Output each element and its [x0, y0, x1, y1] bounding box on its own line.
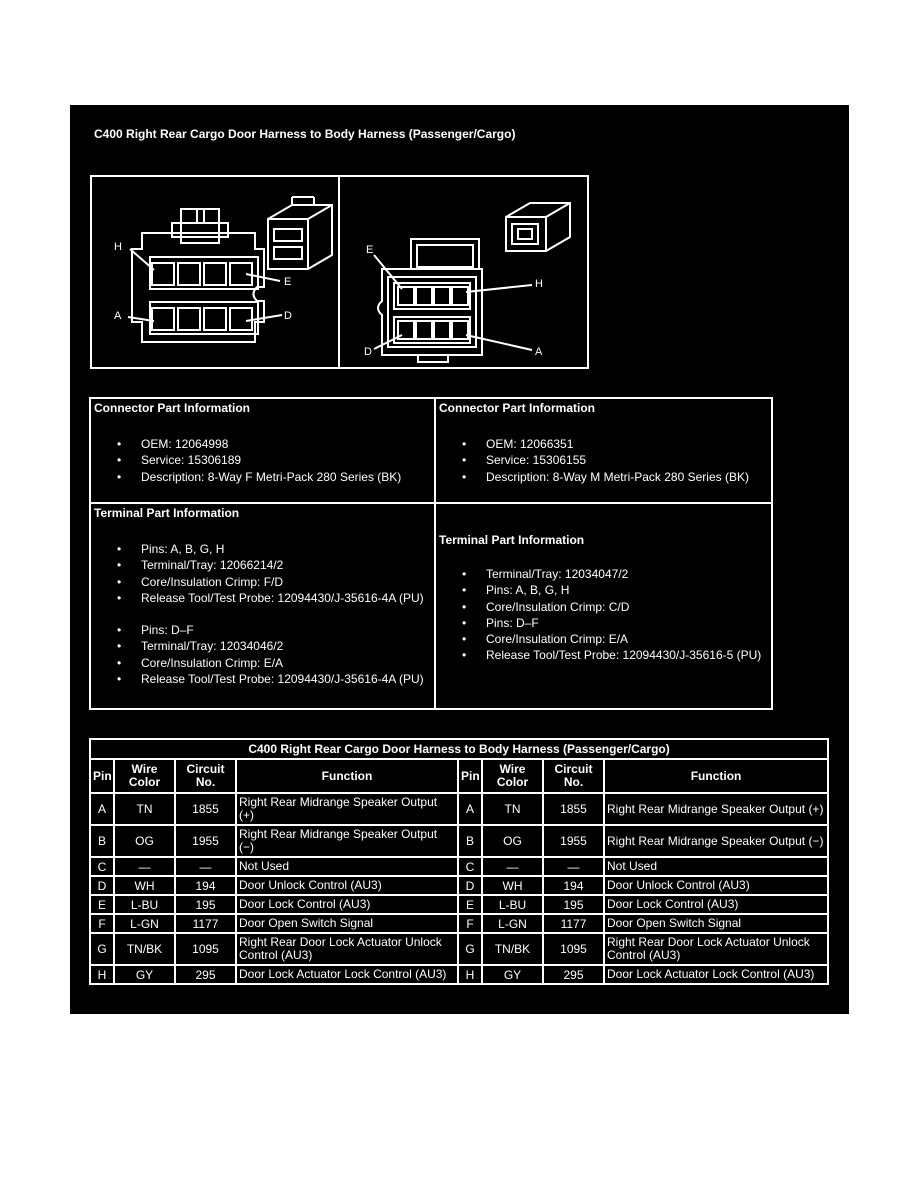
cell-pin: A: [90, 793, 114, 825]
cell-function: Door Lock Control (AU3): [236, 895, 458, 914]
connector-info-heading: Connector Part Information: [439, 401, 596, 415]
header-wire-color: Wire Color: [114, 759, 175, 793]
cell-circuit: 194: [175, 876, 236, 895]
cell-wire-color: L-GN: [482, 914, 543, 933]
connector-info-list: [462, 436, 749, 485]
header-function: Function: [236, 759, 458, 793]
cell-circuit: 1177: [543, 914, 604, 933]
table-row: [90, 825, 828, 857]
cell-circuit: 1095: [543, 933, 604, 965]
cell-pin: E: [90, 895, 114, 914]
cell-wire-color: OG: [482, 825, 543, 857]
cell-function: Right Rear Door Lock Actuator Unlock Control (AU3): [236, 933, 458, 965]
cell-wire-color: WH: [482, 876, 543, 895]
list-item: • Terminal/Tray: 12034046/2: [117, 638, 424, 654]
pin-label-a: A: [535, 346, 543, 358]
list-item: • OEM: 12064998: [117, 436, 401, 452]
list-item: • Core/Insulation Crimp: C/D: [462, 599, 761, 615]
cell-wire-color: —: [482, 857, 543, 876]
cell-pin: D: [90, 876, 114, 895]
cell-pin: F: [90, 914, 114, 933]
cell-circuit: 1095: [175, 933, 236, 965]
list-item: • Service: 15306189: [117, 452, 401, 468]
terminal-info-list: [462, 566, 761, 664]
cell-function: Door Open Switch Signal: [236, 914, 458, 933]
list-item: • Terminal/Tray: 12066214/2: [117, 557, 424, 573]
list-item: • Core/Insulation Crimp: F/D: [117, 574, 424, 590]
list-item: • Terminal/Tray: 12034047/2: [462, 566, 761, 582]
cell-function: Door Open Switch Signal: [604, 914, 828, 933]
connector-diagram-male: [338, 175, 589, 369]
list-item: • Release Tool/Test Probe: 12094430/J-35616-4A (PU): [117, 671, 424, 687]
cell-pin: H: [458, 965, 482, 984]
header-circuit-no: Circuit No.: [543, 759, 604, 793]
connector-info-male: [434, 397, 773, 504]
male-connector-drawing: [340, 177, 587, 367]
list-item: • Pins: D–F: [117, 622, 424, 638]
cell-wire-color: OG: [114, 825, 175, 857]
table-row: [90, 895, 828, 914]
table-row: [90, 965, 828, 984]
cell-wire-color: L-BU: [114, 895, 175, 914]
header-circuit-no: Circuit No.: [175, 759, 236, 793]
terminal-info-list-2: [117, 622, 424, 687]
cell-circuit: —: [543, 857, 604, 876]
terminal-info-heading: Terminal Part Information: [439, 533, 585, 547]
cell-pin: D: [458, 876, 482, 895]
connector-info-heading: Connector Part Information: [94, 401, 251, 415]
cell-circuit: 295: [543, 965, 604, 984]
table-row: [90, 876, 828, 895]
cell-wire-color: —: [114, 857, 175, 876]
cell-pin: B: [458, 825, 482, 857]
cell-function: Right Rear Midrange Speaker Output (+): [236, 793, 458, 825]
cell-wire-color: TN: [482, 793, 543, 825]
cell-function: Door Lock Control (AU3): [604, 895, 828, 914]
terminal-info-list-1: [117, 541, 424, 606]
document-panel: [70, 105, 849, 1014]
connector-info-female: [89, 397, 436, 504]
cell-wire-color: WH: [114, 876, 175, 895]
list-item: • Pins: D–F: [462, 615, 761, 631]
cell-function: Door Unlock Control (AU3): [604, 876, 828, 895]
list-item: • Pins: A, B, G, H: [462, 582, 761, 598]
header-function: Function: [604, 759, 828, 793]
cell-pin: E: [458, 895, 482, 914]
cell-wire-color: TN: [114, 793, 175, 825]
list-item: • Core/Insulation Crimp: E/A: [117, 655, 424, 671]
terminal-info-male: [434, 502, 773, 710]
cell-pin: G: [90, 933, 114, 965]
list-item: • Description: 8-Way F Metri-Pack 280 Series (BK): [117, 469, 401, 485]
cell-wire-color: L-BU: [482, 895, 543, 914]
cell-wire-color: GY: [114, 965, 175, 984]
list-item: • Service: 15306155: [462, 452, 749, 468]
cell-circuit: 1177: [175, 914, 236, 933]
table-row: [90, 914, 828, 933]
cell-function: Not Used: [604, 857, 828, 876]
cell-function: Right Rear Door Lock Actuator Unlock Control (AU3): [604, 933, 828, 965]
cell-wire-color: GY: [482, 965, 543, 984]
cell-function: Right Rear Midrange Speaker Output (−): [604, 825, 828, 857]
female-connector-drawing: [92, 177, 338, 367]
pinout-table: [89, 738, 829, 985]
cell-pin: C: [458, 857, 482, 876]
table-header-row: [90, 759, 828, 793]
terminal-info-heading: Terminal Part Information: [94, 506, 240, 520]
cell-pin: F: [458, 914, 482, 933]
cell-pin: A: [458, 793, 482, 825]
table-row: [90, 857, 828, 876]
cell-circuit: 194: [543, 876, 604, 895]
cell-circuit: 295: [175, 965, 236, 984]
cell-circuit: 1955: [175, 825, 236, 857]
pin-label-d: D: [284, 310, 292, 322]
list-item: • Core/Insulation Crimp: E/A: [462, 631, 761, 647]
pin-label-d: D: [364, 346, 372, 358]
cell-wire-color: L-GN: [114, 914, 175, 933]
pin-label-h: H: [535, 278, 543, 290]
table-row: [90, 933, 828, 965]
cell-function: Door Lock Actuator Lock Control (AU3): [604, 965, 828, 984]
cell-pin: G: [458, 933, 482, 965]
pin-label-a: A: [114, 310, 122, 322]
cell-pin: C: [90, 857, 114, 876]
header-pin: Pin: [458, 759, 482, 793]
terminal-info-female: [89, 502, 436, 710]
list-item: • Pins: A, B, G, H: [117, 541, 424, 557]
cell-circuit: —: [175, 857, 236, 876]
cell-function: Right Rear Midrange Speaker Output (+): [604, 793, 828, 825]
list-item: • OEM: 12066351: [462, 436, 749, 452]
cell-pin: B: [90, 825, 114, 857]
connector-diagram-female: [90, 175, 340, 369]
list-item: • Release Tool/Test Probe: 12094430/J-35616-4A (PU): [117, 590, 424, 606]
list-item: • Release Tool/Test Probe: 12094430/J-35616-5 (PU): [462, 647, 761, 663]
cell-function: Right Rear Midrange Speaker Output (−): [236, 825, 458, 857]
list-item: • Description: 8-Way M Metri-Pack 280 Series (BK): [462, 469, 749, 485]
cell-wire-color: TN/BK: [114, 933, 175, 965]
cell-circuit: 1855: [175, 793, 236, 825]
pin-label-h: H: [114, 241, 122, 253]
header-pin: Pin: [90, 759, 114, 793]
header-wire-color: Wire Color: [482, 759, 543, 793]
cell-pin: H: [90, 965, 114, 984]
cell-function: Not Used: [236, 857, 458, 876]
cell-circuit: 1955: [543, 825, 604, 857]
cell-wire-color: TN/BK: [482, 933, 543, 965]
cell-circuit: 195: [543, 895, 604, 914]
pin-label-e: E: [366, 244, 374, 256]
pin-label-e: E: [284, 276, 292, 288]
document-title: C400 Right Rear Cargo Door Harness to Body Harness (Passenger/Cargo): [94, 127, 516, 141]
cell-circuit: 1855: [543, 793, 604, 825]
table-row: [90, 793, 828, 825]
cell-circuit: 195: [175, 895, 236, 914]
connector-info-list: [117, 436, 401, 485]
table-caption: C400 Right Rear Cargo Door Harness to Body Harness (Passenger/Cargo): [90, 739, 828, 759]
cell-function: Door Lock Actuator Lock Control (AU3): [236, 965, 458, 984]
cell-function: Door Unlock Control (AU3): [236, 876, 458, 895]
